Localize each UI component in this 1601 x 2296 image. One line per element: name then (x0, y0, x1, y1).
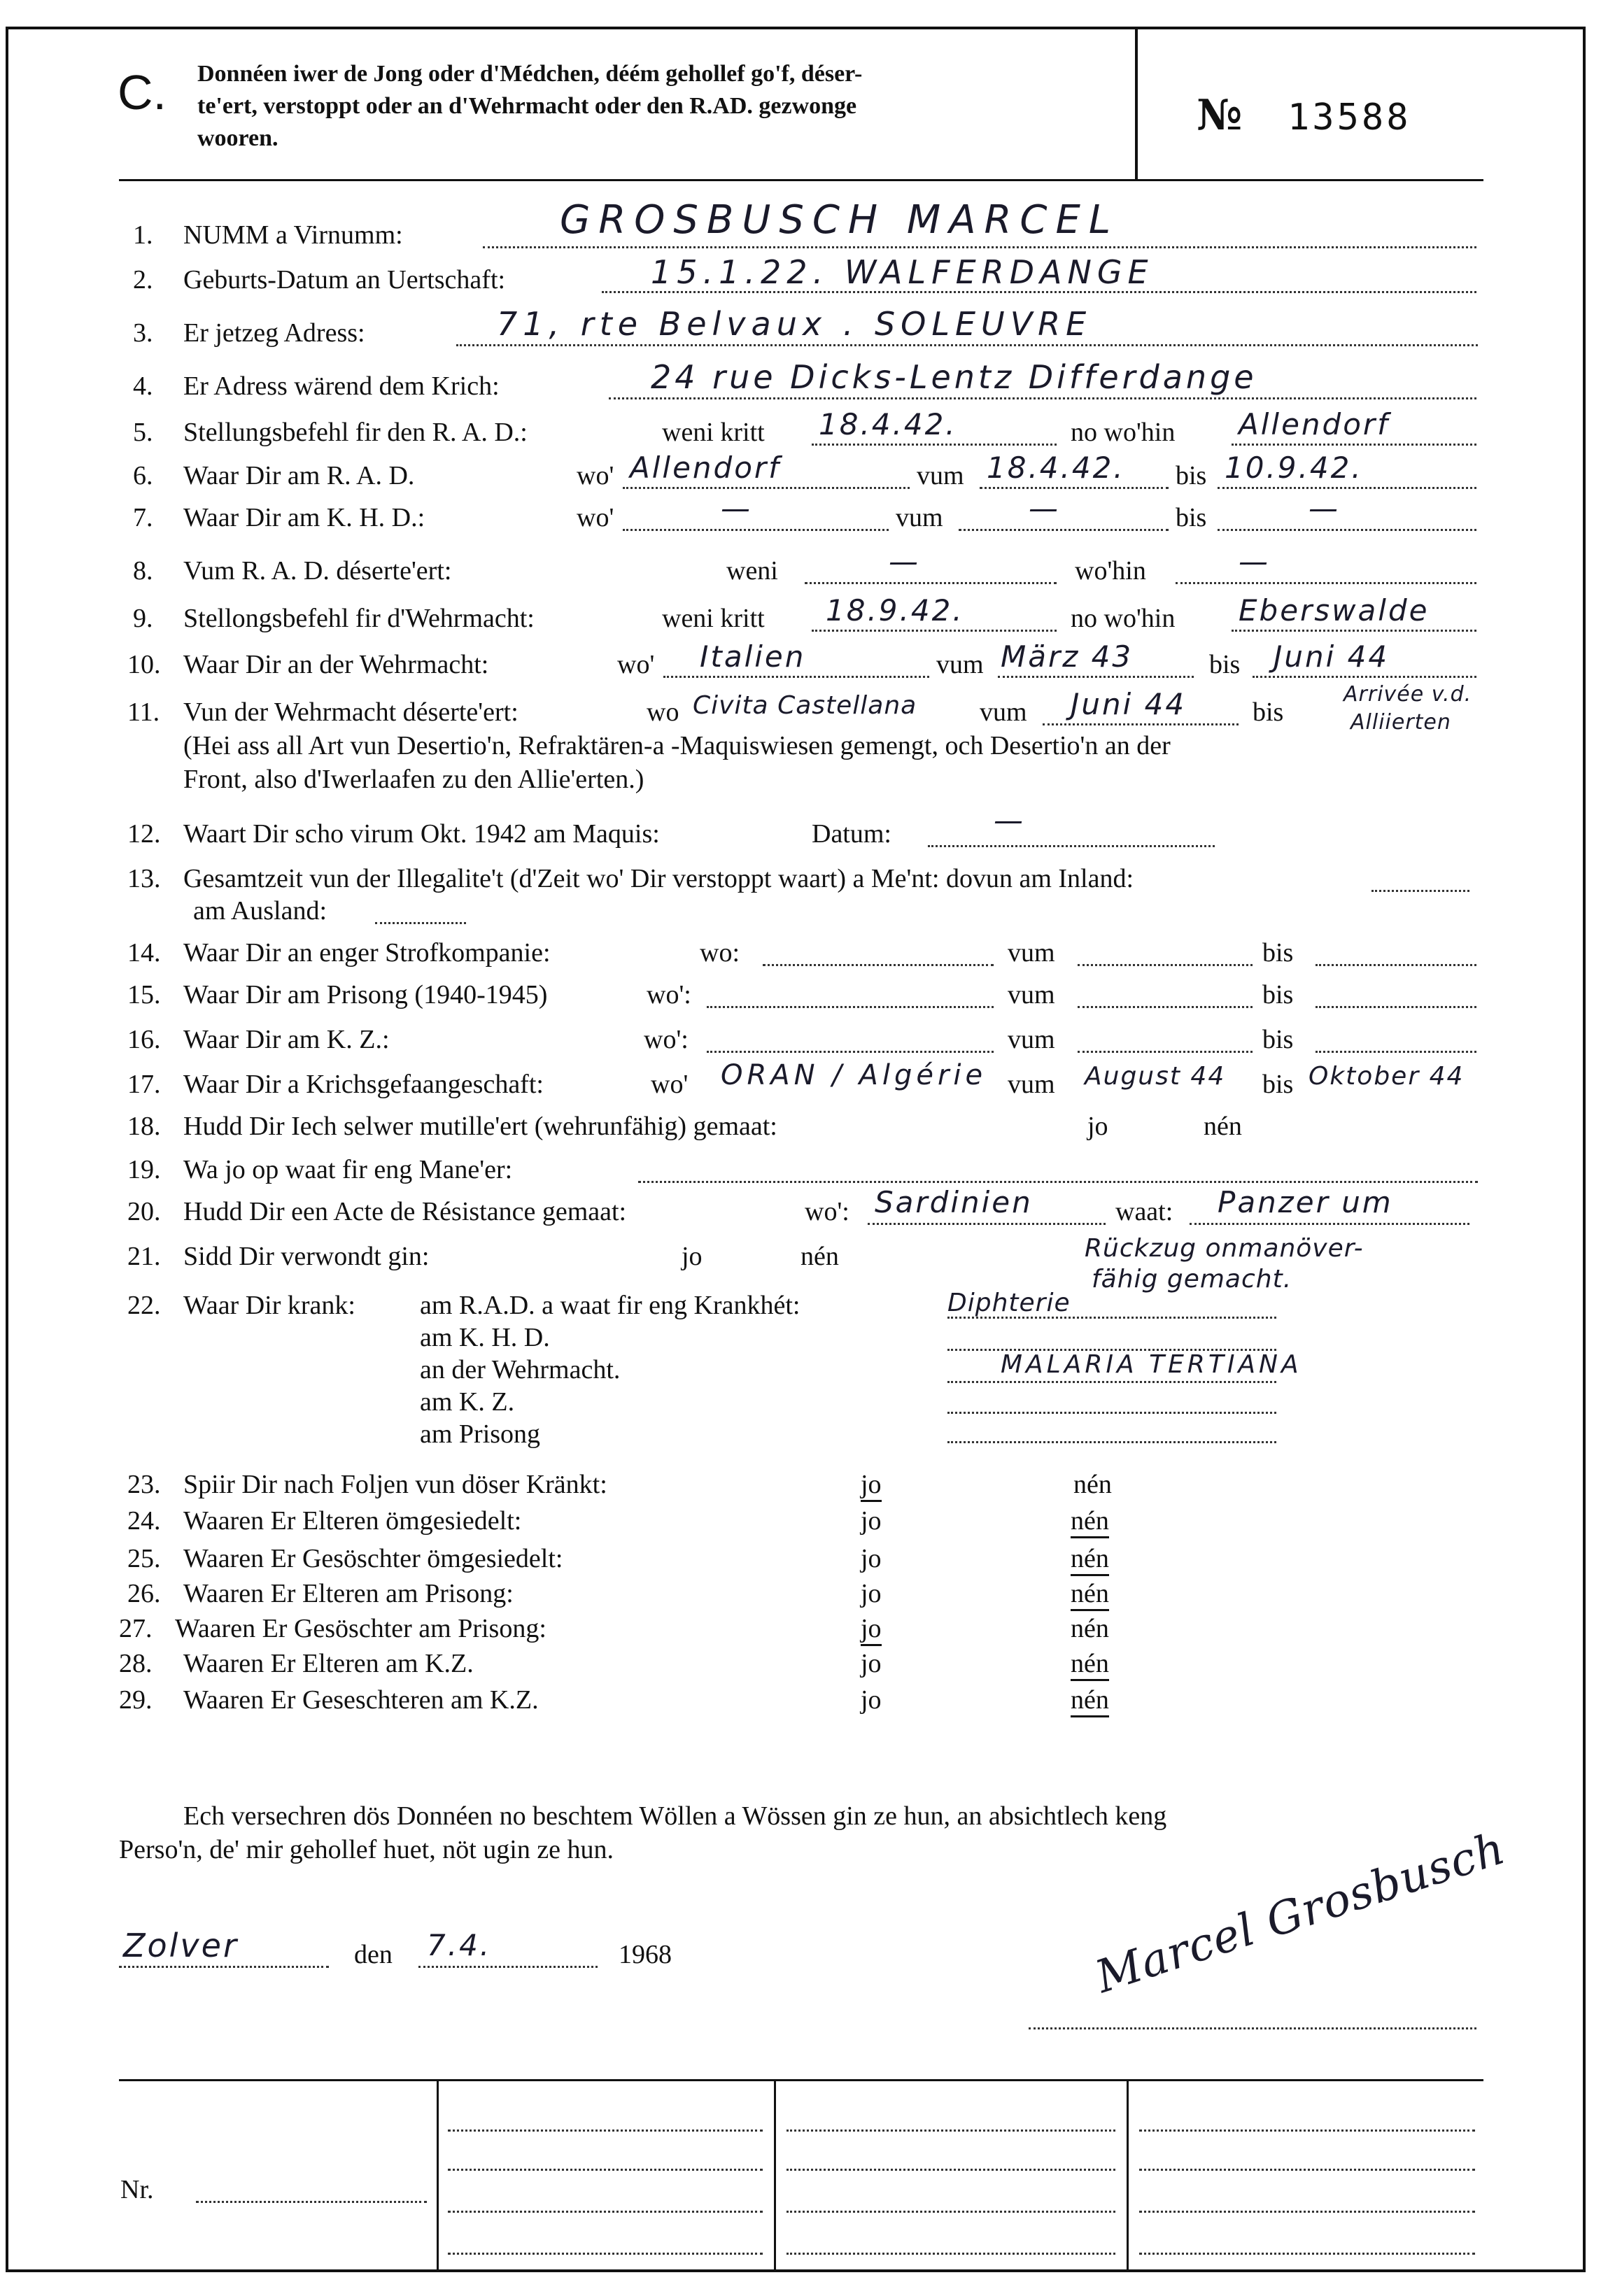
item-15-label: Waar Dir am Prisong (1940-1945) (183, 980, 548, 1009)
item-16-number: 16. (127, 1025, 161, 1054)
header-title-line-3: wooren. (197, 125, 278, 151)
item-15-wo-label: wo': (647, 980, 691, 1009)
form-number: 13588 (1288, 97, 1411, 139)
item-12-datum-label: Datum: (812, 819, 891, 849)
item-13-label-1: Gesamtzeit vun der Illegalite't (d'Zeit wo' Dir verstoppt waart) a Me'nt: dovun am Inland: (183, 864, 1134, 893)
item-20-wo-label: wo': (805, 1197, 849, 1226)
item-18-label: Hudd Dir Iech selwer mutille'ert (wehrunfähig) gemaat: (183, 1112, 777, 1141)
item-17-wo-value: ORAN / Algérie (721, 1059, 987, 1091)
item-25-jo: jo (861, 1544, 882, 1573)
item-2-line (602, 291, 1476, 293)
item-22-sub4-line (947, 1412, 1276, 1414)
item-20-waat-value-2: Rückzug onmanöver- (1085, 1234, 1364, 1263)
item-17-vum-value: August 44 (1085, 1062, 1226, 1091)
item-5-number: 5. (133, 418, 153, 447)
item-26-number: 26. (127, 1579, 161, 1608)
footer-divider-2 (774, 2079, 776, 2272)
item-4-line (609, 397, 1476, 399)
item-11-number: 11. (127, 697, 160, 727)
item-4-label: Er Adress wärend dem Krich: (183, 371, 500, 401)
item-9-when-label: weni kritt (662, 604, 765, 633)
item-22-sub3-line (947, 1381, 1276, 1383)
item-15-bis-label: bis (1262, 980, 1294, 1009)
item-2-label: Geburts-Datum an Uertschaft: (183, 265, 506, 295)
declaration-line-1: Ech versechren dös Donnéen no beschtem Wöllen a Wössen gin ze hun, an absichtlech keng (183, 1801, 1167, 1831)
signature-line (1029, 2027, 1476, 2029)
item-22-sub5-label: am Prisong (420, 1419, 541, 1449)
item-20-waat-value-3: fähig gemacht. (1092, 1265, 1292, 1294)
footer-field-1a (448, 2130, 763, 2132)
item-26-nen: nén (1071, 1578, 1109, 1611)
item-7-vum-value: — (1029, 491, 1060, 525)
item-11-bis-label: bis (1253, 697, 1284, 727)
item-19-number: 19. (127, 1155, 161, 1184)
item-22-number: 22. (127, 1291, 161, 1320)
item-4-number: 4. (133, 371, 153, 401)
item-18-number: 18. (127, 1112, 161, 1141)
item-28-jo: jo (861, 1649, 882, 1678)
item-9-when-line (812, 630, 1057, 632)
signing-date-line (418, 1966, 598, 1968)
item-12-line (928, 845, 1215, 847)
footer-divider-1 (437, 2079, 439, 2272)
item-14-wo-label: wo: (700, 938, 740, 968)
item-15-bis-line (1316, 1006, 1476, 1008)
header-divider (1135, 28, 1138, 179)
item-16-bis-line (1316, 1051, 1476, 1053)
item-1-line (483, 246, 1476, 248)
item-17-number: 17. (127, 1070, 161, 1099)
item-17-bis-label: bis (1262, 1070, 1294, 1099)
item-17-label: Waar Dir a Krichsgefaangeschaft: (183, 1070, 544, 1099)
item-27-label: Waaren Er Gesöschter am Prisong: (175, 1614, 546, 1643)
item-22-sub4-label: am K. Z. (420, 1387, 515, 1417)
footer-field-1c (448, 2211, 763, 2213)
item-9-where-line (1232, 630, 1476, 632)
item-10-vum-value: März 43 (1001, 639, 1134, 674)
item-24-number: 24. (127, 1506, 161, 1536)
item-10-vum-label: vum (936, 650, 984, 679)
item-12-value: — (994, 803, 1025, 837)
header-title-line-1: Donnéen iwer de Jong oder d'Médchen, déém gehollef go'f, déser- (197, 61, 863, 87)
item-21-jo: jo (682, 1242, 703, 1271)
item-3-label: Er jetzeg Adress: (183, 318, 365, 348)
footer-field-2d (787, 2253, 1115, 2255)
item-9-label: Stellongsbefehl fir d'Wehrmacht: (183, 604, 535, 633)
item-14-vum-label: vum (1008, 938, 1055, 968)
item-27-nen: nén (1071, 1614, 1109, 1643)
item-5-when-value: 18.4.42. (819, 407, 957, 441)
footer-field-1d (448, 2253, 763, 2255)
item-29-jo: jo (861, 1685, 882, 1715)
signing-year: 1968 (619, 1940, 672, 1969)
item-13-number: 13. (127, 864, 161, 893)
footer-field-3a (1139, 2130, 1475, 2132)
item-7-wo-value: — (721, 491, 752, 525)
item-6-wo-label: wo' (577, 461, 614, 490)
footer-field-3d (1139, 2253, 1475, 2255)
item-19-line (638, 1181, 1478, 1183)
section-letter: C. (118, 65, 167, 120)
number-sign: № (1197, 91, 1243, 140)
item-24-nen: nén (1071, 1505, 1109, 1538)
item-13-ausland-line (375, 922, 466, 924)
item-10-vum-line (998, 676, 1194, 678)
item-7-vum-label: vum (896, 503, 943, 532)
item-21-number: 21. (127, 1242, 161, 1271)
item-6-vum-label: vum (917, 461, 964, 490)
item-11-vum-line (1043, 723, 1239, 725)
item-8-where-line (1176, 582, 1476, 584)
item-20-number: 20. (127, 1197, 161, 1226)
item-28-number: 28. (119, 1649, 153, 1678)
item-22-sub3-value: MALARIA TERTIANA (1001, 1350, 1302, 1379)
item-20-waat-line (1190, 1223, 1469, 1225)
item-8-where-label: wo'hin (1075, 556, 1146, 586)
item-15-vum-label: vum (1008, 980, 1055, 1009)
item-11-note-2: Front, also d'Iwerlaafen zu den Allie'erten.) (183, 765, 644, 794)
item-5-where-label: no wo'hin (1071, 418, 1176, 447)
item-23-number: 23. (127, 1470, 161, 1499)
item-6-number: 6. (133, 461, 153, 490)
item-10-wo-value: Italien (700, 639, 806, 674)
item-22-label: Waar Dir krank: (183, 1291, 355, 1320)
item-8-when-line (805, 582, 1057, 584)
item-3-number: 3. (133, 318, 153, 348)
item-16-wo-line (707, 1051, 994, 1053)
item-7-wo-line (623, 529, 889, 531)
item-23-nen: nén (1073, 1470, 1112, 1499)
item-6-vum-value: 18.4.42. (987, 451, 1125, 485)
item-10-bis-value: Juni 44 (1274, 639, 1390, 674)
item-28-nen: nén (1071, 1648, 1109, 1681)
item-9-where-value: Eberswalde (1239, 593, 1430, 628)
item-23-jo: jo (861, 1469, 882, 1502)
item-11-vum-value: Juni 44 (1071, 687, 1187, 721)
item-9-number: 9. (133, 604, 153, 633)
footer-top-rule (119, 2079, 1483, 2081)
footer-field-2a (787, 2130, 1115, 2132)
item-27-jo: jo (861, 1613, 882, 1646)
item-16-bis-label: bis (1262, 1025, 1294, 1054)
signature-text: Marcel Grosbusch (1089, 1822, 1512, 2004)
item-28-label: Waaren Er Elteren am K.Z. (183, 1649, 474, 1678)
item-6-wo-line (623, 487, 910, 489)
footer-field-2b (787, 2169, 1115, 2171)
item-1-number: 1. (133, 220, 153, 250)
item-26-label: Waaren Er Elteren am Prisong: (183, 1579, 514, 1608)
item-14-vum-line (1078, 964, 1253, 966)
item-8-when-value: — (889, 544, 920, 579)
item-20-label: Hudd Dir een Acte de Résistance gemaat: (183, 1197, 627, 1226)
item-5-where-line (1232, 444, 1476, 446)
item-29-label: Waaren Er Geseschteren am K.Z. (183, 1685, 539, 1715)
item-6-bis-line (1218, 487, 1476, 489)
item-11-bis-value-1: Arrivée v.d. (1343, 682, 1472, 707)
item-17-wo-label: wo' (651, 1070, 689, 1099)
item-7-vum-line (959, 529, 1169, 531)
item-3-value: 71, rte Belvaux . SOLEUVRE (497, 305, 1092, 343)
item-10-label: Waar Dir an der Wehrmacht: (183, 650, 489, 679)
item-8-when-label: weni (726, 556, 778, 586)
item-7-bis-label: bis (1176, 503, 1207, 532)
item-1-label: NUMM a Virnumm: (183, 220, 403, 250)
item-1-value: GROSBUSCH MARCEL (560, 197, 1120, 243)
item-5-where-value: Allendorf (1239, 407, 1390, 441)
item-4-value: 24 rue Dicks-Lentz Differdange (651, 358, 1257, 396)
item-5-when-line (812, 444, 1057, 446)
item-6-wo-value: Allendorf (630, 451, 781, 485)
item-17-vum-label: vum (1008, 1070, 1055, 1099)
item-10-number: 10. (127, 650, 161, 679)
item-16-vum-label: vum (1008, 1025, 1055, 1054)
item-15-wo-line (707, 1006, 994, 1008)
item-24-jo: jo (861, 1506, 882, 1536)
item-10-wo-label: wo' (617, 650, 655, 679)
item-10-wo-line (663, 676, 929, 678)
footer-divider-3 (1127, 2079, 1129, 2272)
item-11-bis-value-2: Alliierten (1350, 710, 1451, 735)
item-14-number: 14. (127, 938, 161, 968)
item-10-bis-label: bis (1209, 650, 1241, 679)
signing-den-label: den (354, 1940, 393, 1969)
item-18-jo: jo (1087, 1112, 1108, 1141)
item-25-nen: nén (1071, 1543, 1109, 1576)
item-25-label: Waaren Er Gesöschter ömgesiedelt: (183, 1544, 563, 1573)
item-7-bis-line (1218, 529, 1476, 531)
item-14-bis-label: bis (1262, 938, 1294, 968)
item-13-label-2: am Ausland: (193, 896, 327, 926)
item-20-waat-value-1: Panzer um (1218, 1185, 1393, 1219)
signing-date: 7.4. (427, 1928, 492, 1962)
item-16-wo-label: wo': (644, 1025, 689, 1054)
item-20-waat-label: waat: (1115, 1197, 1173, 1226)
item-8-label: Vum R. A. D. déserte'ert: (183, 556, 452, 586)
item-17-bis-value: Oktober 44 (1309, 1062, 1465, 1091)
item-29-nen: nén (1071, 1685, 1109, 1717)
item-18-nen: nén (1204, 1112, 1242, 1141)
item-15-vum-line (1078, 1006, 1253, 1008)
item-14-wo-line (763, 964, 994, 966)
item-14-bis-line (1316, 964, 1476, 966)
footer-field-2c (787, 2211, 1115, 2213)
item-6-bis-label: bis (1176, 461, 1207, 490)
item-9-when-value: 18.9.42. (826, 593, 964, 628)
item-12-number: 12. (127, 819, 161, 849)
item-21-nen: nén (800, 1242, 839, 1271)
footer-nr-label: Nr. (120, 2175, 154, 2204)
item-6-label: Waar Dir am R. A. D. (183, 461, 415, 490)
footer-field-3c (1139, 2211, 1475, 2213)
item-13-inland-line (1371, 890, 1469, 892)
item-25-number: 25. (127, 1544, 161, 1573)
item-22-sub1-label: am R.A.D. a waat fir eng Krankhét: (420, 1291, 800, 1320)
item-2-value: 15.1.22. WALFERDANGE (651, 253, 1154, 291)
footer-field-3b (1139, 2169, 1475, 2171)
item-22-sub3-label: an der Wehrmacht. (420, 1355, 621, 1384)
item-3-line (456, 344, 1478, 346)
item-10-bis-line (1253, 676, 1476, 678)
signing-place-line (119, 1966, 329, 1968)
header-title-line-2: te'ert, verstoppt oder an d'Wehrmacht oder den R.AD. gezwonge (197, 93, 857, 119)
item-7-bis-value: — (1309, 491, 1340, 525)
item-9-where-label: no wo'hin (1071, 604, 1176, 633)
item-8-number: 8. (133, 556, 153, 586)
item-12-label: Waart Dir scho virum Okt. 1942 am Maquis: (183, 819, 660, 849)
item-5-when-label: weni kritt (662, 418, 765, 447)
declaration-line-2: Perso'n, de' mir gehollef huet, nöt ugin ze hun. (119, 1835, 614, 1864)
item-27-number: 27. (119, 1614, 153, 1643)
item-6-bis-value: 10.9.42. (1225, 451, 1363, 485)
item-7-label: Waar Dir am K. H. D.: (183, 503, 425, 532)
item-20-wo-value: Sardinien (875, 1185, 1033, 1219)
item-19-label: Wa jo op waat fir eng Mane'er: (183, 1155, 513, 1184)
footer-nr-line (196, 2201, 427, 2203)
footer-field-1b (448, 2169, 763, 2171)
item-5-label: Stellungsbefehl fir den R. A. D.: (183, 418, 528, 447)
item-21-label: Sidd Dir verwondt gin: (183, 1242, 430, 1271)
item-11-label: Vun der Wehrmacht déserte'ert: (183, 697, 519, 727)
item-16-label: Waar Dir am K. Z.: (183, 1025, 390, 1054)
item-26-jo: jo (861, 1579, 882, 1608)
item-23-label: Spiir Dir nach Foljen vun döser Kränkt: (183, 1470, 607, 1499)
item-16-vum-line (1078, 1051, 1253, 1053)
item-22-sub5-line (947, 1441, 1276, 1443)
item-22-sub1-value: Diphterie (947, 1289, 1071, 1317)
item-20-wo-line (868, 1223, 1106, 1225)
item-11-wo-label: wo (647, 697, 679, 727)
item-7-wo-label: wo' (577, 503, 614, 532)
signing-place: Zolver (123, 1927, 239, 1964)
item-22-sub2-label: am K. H. D. (420, 1323, 550, 1352)
item-14-label: Waar Dir an enger Strofkompanie: (183, 938, 551, 968)
item-7-number: 7. (133, 503, 153, 532)
item-29-number: 29. (119, 1685, 153, 1715)
header-bottom-rule (119, 179, 1483, 181)
item-2-number: 2. (133, 265, 153, 295)
item-11-note-1: (Hei ass all Art vun Desertio'n, Refraktären-a -Maquiswiesen gemengt, och Desertio'n an der (183, 731, 1171, 760)
item-11-vum-label: vum (980, 697, 1027, 727)
item-11-wo-value: Civita Castellana (693, 691, 917, 720)
item-8-where-value: — (1239, 544, 1270, 579)
item-6-vum-line (980, 487, 1169, 489)
item-15-number: 15. (127, 980, 161, 1009)
item-24-label: Waaren Er Elteren ömgesiedelt: (183, 1506, 522, 1536)
